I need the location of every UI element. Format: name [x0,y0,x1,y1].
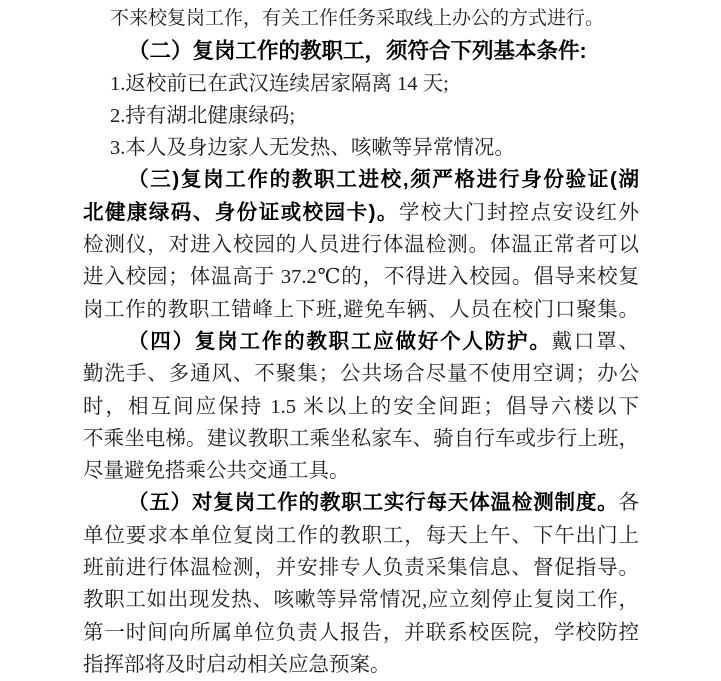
text-segment: 尽量避免搭乘公共交通工具。 [83,460,350,483]
text-segment: 戴口罩、 [551,330,640,353]
text-segment: 指挥部将及时启动相关应急预案。 [83,653,391,676]
text-line [83,487,639,519]
text-line [83,3,639,35]
text-line [83,294,639,326]
text-line [83,229,639,261]
text-line [83,132,639,164]
text-segment: 检测仪，对进入校园的人员进行体温检测。体温正常者可以 [83,234,639,257]
text-segment: 进入校园；体温高于 37.2℃的，不得进入校园。倡导来校复 [83,266,639,289]
text-segment: 勤洗手、多通风、不聚集；公共场合尽量不使用空调；办公 [83,363,639,386]
text-line [83,552,639,584]
document-body [83,3,639,681]
text-segment: 2.持有湖北健康绿码; [110,104,296,127]
text-segment: 3.本人及身边家人无发热、咳嗽等异常情况。 [110,137,515,160]
bold-text-segment: 北健康绿码、身份证或校园卡)。 [83,200,399,224]
text-segment: 各 [618,492,639,515]
text-line [83,455,639,487]
text-segment: 班前进行体温检测，并安排专人负责采集信息、督促指导。 [83,557,639,580]
text-line [83,68,639,100]
text-line [83,617,639,649]
text-segment: 学校大门封控点安设红外 [398,201,640,224]
bold-text-segment: （二）复岗工作的教职工，须符合下列基本条件: [128,39,587,64]
text-line [83,649,639,681]
text-line [83,261,639,293]
text-segment: 不来校复岗工作，有关工作任务采取线上办公的方式进行。 [110,8,605,29]
text-line [83,391,639,423]
text-segment: 1.返校前已在武汉连续居家隔离 14 天; [110,72,449,95]
bold-text-segment: （五）对复岗工作的教职工实行每天体温检测制度。 [128,491,619,515]
text-line [83,423,639,455]
text-line [83,326,639,358]
text-segment: 第一时间向所属单位负责人报告，并联系校医院，学校防控 [83,621,639,644]
text-line [83,100,639,132]
text-line [83,35,639,67]
text-line [83,520,639,552]
text-segment: 岗工作的教职工错峰上下班,避免车辆、人员在校门口聚集。 [83,298,639,321]
text-segment: 单位要求本单位复岗工作的教职工，每天上午、下午出门上 [83,524,639,547]
text-line [83,197,639,229]
text-segment: 教职工如出现发热、咳嗽等异常情况,应立刻停止复岗工作， [83,589,639,612]
text-line [83,164,639,196]
bold-text-segment: （三)复岗工作的教职工进校,须严格进行身份验证(湖 [128,168,639,192]
text-segment: 不乘坐电梯。建议教职工乘坐私家车、骑自行车或步行上班， [83,427,639,450]
text-segment: 时，相互间应保持 1.5 米以上的安全间距；倡导六楼以下 [83,395,639,418]
text-line [83,584,639,616]
bold-text-segment: （四）复岗工作的教职工应做好个人防护。 [128,329,552,353]
text-line [83,358,639,390]
